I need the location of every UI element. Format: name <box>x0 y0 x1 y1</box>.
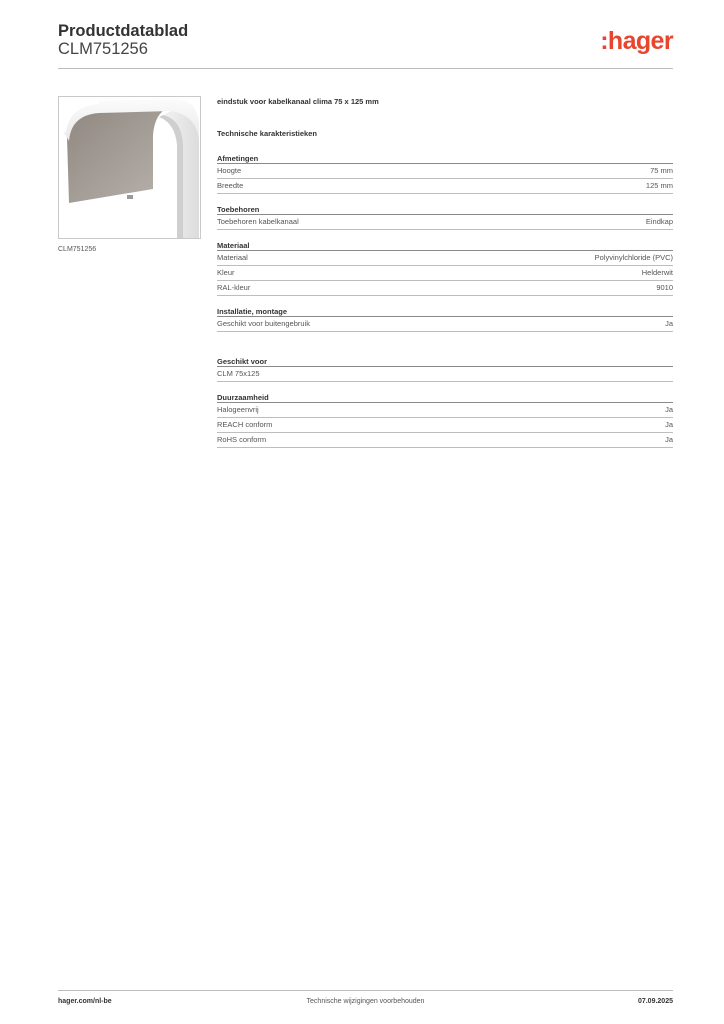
section-installatie-montage <box>217 306 673 332</box>
spec-row <box>217 317 673 332</box>
footer-date: 07.09.2025 <box>637 998 673 1005</box>
section-title: Installatie, montage <box>217 306 673 317</box>
spec-key: Geschikt voor buitengebruik <box>217 319 310 328</box>
spec-value: Ja <box>665 319 673 328</box>
spec-value: Ja <box>665 405 673 414</box>
spec-key: RoHS conform <box>217 435 267 444</box>
spec-row <box>217 179 673 194</box>
spec-value: 9010 <box>656 283 673 292</box>
page-header <box>58 22 673 70</box>
spec-value: Ja <box>665 420 673 429</box>
photo-caption: CLM751256 <box>58 246 97 253</box>
product-description: eindstuk voor kabelkanaal clima 75 x 125 mm <box>217 97 379 106</box>
spec-row <box>217 418 673 433</box>
spec-row <box>217 251 673 266</box>
hager-logo: :hager <box>600 27 673 55</box>
section-geschikt-voor <box>217 356 673 382</box>
section-materiaal <box>217 240 673 296</box>
spec-key: Toebehoren kabelkanaal <box>217 217 299 226</box>
spec-value: Eindkap <box>645 217 673 226</box>
product-photo-end-cap-icon <box>59 97 200 238</box>
product-specifications <box>217 96 673 458</box>
spec-key: RAL-kleur <box>217 283 251 292</box>
footer-divider <box>58 990 673 991</box>
spec-value: Ja <box>665 435 673 444</box>
spec-value: 125 mm <box>645 181 673 190</box>
section-title: Afmetingen <box>217 153 673 164</box>
spec-row <box>217 164 673 179</box>
footer-notice: Technische wijzigingen voorbehouden <box>306 998 425 1005</box>
section-afmetingen <box>217 153 673 194</box>
section-title: Materiaal <box>217 240 673 251</box>
spec-row <box>217 281 673 296</box>
technical-characteristics-title: Technische karakteristieken <box>217 129 317 138</box>
spec-key: Breedte <box>217 181 244 190</box>
section-toebehoren <box>217 204 673 230</box>
section-duurzaamheid <box>217 392 673 448</box>
spec-value: Helderwit <box>641 268 673 277</box>
spec-key: Halogeenvrij <box>217 405 259 414</box>
spec-value: Polyvinylchloride (PVC) <box>594 253 673 262</box>
spec-row <box>217 403 673 418</box>
product-photo <box>58 96 201 239</box>
section-title: Toebehoren <box>217 204 673 215</box>
spec-key: Hoogte <box>217 166 242 175</box>
section-title: Duurzaamheid <box>217 392 673 403</box>
spec-key: Materiaal <box>217 253 248 262</box>
spec-row <box>217 215 673 230</box>
spec-row <box>217 266 673 281</box>
spec-key: REACH conform <box>217 420 273 429</box>
section-title: Geschikt voor <box>217 356 673 367</box>
header-divider <box>58 68 673 69</box>
spec-key: CLM 75x125 <box>217 369 260 378</box>
footer-website-link[interactable]: hager.com/nl-be <box>58 998 112 1005</box>
spec-row <box>217 433 673 448</box>
spec-row <box>217 367 673 382</box>
spec-value: 75 mm <box>650 166 673 175</box>
page-footer <box>58 998 673 1010</box>
spec-key: Kleur <box>217 268 235 277</box>
document-title: Productdatablad <box>58 22 189 40</box>
product-code: CLM751256 <box>58 40 148 58</box>
